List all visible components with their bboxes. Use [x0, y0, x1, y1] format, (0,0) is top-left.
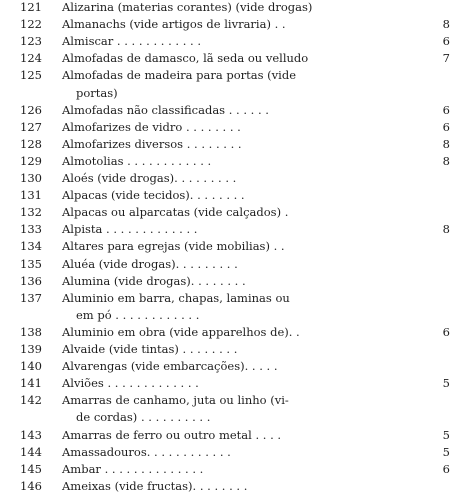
item-value: 6 — [442, 119, 450, 134]
item-number: 121 — [20, 0, 42, 14]
item-number: 135 — [20, 256, 42, 271]
item-description: Alviões . . . . . . . . . . . . . — [62, 376, 199, 391]
item-description: Alumina (vide drogas). . . . . . . . — [62, 273, 246, 288]
item-description: Almofarizes diversos . . . . . . . . — [62, 136, 242, 151]
item-number: 129 — [20, 153, 42, 168]
item-number: 136 — [20, 273, 42, 288]
item-number: 134 — [20, 239, 42, 254]
item-value: 6 — [442, 324, 450, 339]
item-description: Almofadas de damasco, lã seda ou velludo — [62, 51, 309, 66]
item-description: Almotolias . . . . . . . . . . . . — [62, 153, 212, 168]
item-description: de cordas) . . . . . . . . . . — [76, 410, 211, 425]
item-number: 127 — [20, 119, 42, 134]
item-value: 8 — [442, 136, 450, 151]
item-description: Aluminio em barra, chapas, laminas ou — [62, 290, 290, 305]
item-value: 8 — [442, 222, 450, 237]
item-number: 137 — [20, 290, 42, 305]
item-value: 5 — [442, 444, 450, 459]
item-description: Almanachs (vide artigos de livraria) . . — [62, 17, 286, 32]
item-description: Almofarizes de vidro . . . . . . . . — [62, 119, 241, 134]
item-number: 138 — [20, 324, 42, 339]
item-value: 6 — [442, 102, 450, 117]
item-number: 145 — [20, 461, 42, 476]
item-description: Amassadouros. . . . . . . . . . . . — [62, 444, 231, 459]
item-number: 142 — [20, 393, 42, 408]
item-number: 140 — [20, 359, 42, 374]
item-number: 133 — [20, 222, 42, 237]
item-value: 6 — [442, 34, 450, 49]
item-number: 131 — [20, 188, 42, 203]
item-number: 126 — [20, 102, 42, 117]
item-description: Almofadas não classificadas . . . . . . — [62, 102, 269, 117]
item-value: 8 — [442, 17, 450, 32]
item-number: 139 — [20, 342, 42, 356]
item-description: Alvarengas (vide embarcações). . . . . — [62, 359, 278, 374]
item-number: 123 — [20, 34, 42, 49]
item-number: 141 — [20, 376, 42, 391]
item-description: Alpacas (vide tecidos). . . . . . . . — [62, 188, 245, 203]
item-description: Aloés (vide drogas). . . . . . . . . — [62, 171, 237, 185]
item-description: em pó . . . . . . . . . . . . — [76, 307, 200, 322]
item-number: 146 — [20, 478, 42, 493]
item-description: Alpista . . . . . . . . . . . . . — [62, 222, 198, 237]
item-description: Aluminio em obra (vide apparelhos de). . — [62, 324, 300, 339]
item-number: 122 — [20, 17, 42, 32]
item-description: Altares para egrejas (vide mobilias) . . — [62, 239, 285, 254]
item-description: Amarras de canhamo, juta ou linho (vi- — [62, 393, 289, 408]
item-description: Ameixas (vide fructas). . . . . . . . — [62, 478, 248, 493]
item-number: 128 — [20, 136, 42, 151]
item-number: 130 — [20, 171, 42, 185]
item-number: 132 — [20, 205, 42, 220]
item-number: 125 — [20, 68, 42, 83]
item-value: 5 — [442, 427, 450, 442]
item-description: portas) — [76, 85, 118, 100]
item-value: 5 — [442, 376, 450, 391]
item-description: Aluéa (vide drogas). . . . . . . . . — [62, 256, 238, 271]
item-value: 8 — [442, 153, 450, 168]
item-description: Alizarina (materias corantes) (vide drogas) — [62, 0, 313, 14]
item-number: 124 — [20, 51, 42, 66]
item-value: 6 — [442, 461, 450, 476]
item-description: Alpacas ou alparcatas (vide calçados) . — [62, 205, 289, 220]
item-description: Amarras de ferro ou outro metal . . . . — [62, 427, 282, 442]
item-description: Ambar . . . . . . . . . . . . . . — [62, 461, 204, 476]
item-number: 144 — [20, 444, 42, 459]
item-number: 143 — [20, 427, 42, 442]
item-description: Almiscar . . . . . . . . . . . . — [62, 34, 201, 49]
item-description: Almofadas de madeira para portas (vide — [62, 68, 297, 83]
item-value: 7 — [442, 51, 450, 66]
item-description: Alvaide (vide tintas) . . . . . . . . — [62, 342, 238, 356]
